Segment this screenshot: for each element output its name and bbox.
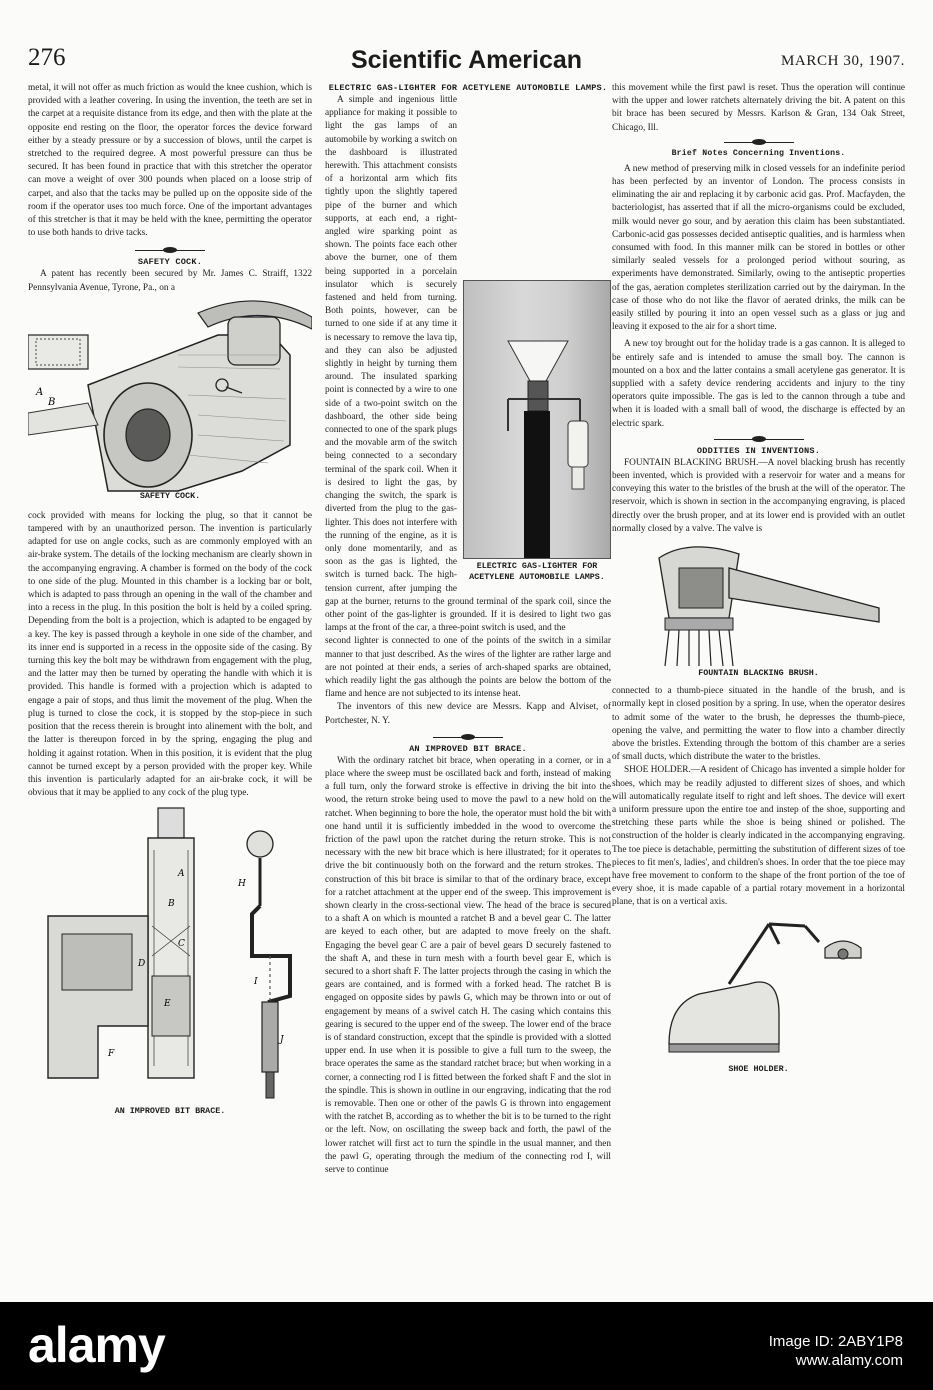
label-c: C [178, 939, 185, 950]
label-d: D [138, 959, 146, 970]
caption-bit-brace: AN IMPROVED BIT BRACE. [114, 1106, 226, 1117]
image-id-text: Image ID: 2ABY1P8 [768, 1333, 903, 1350]
column-1 [28, 82, 312, 1117]
label-b: B [168, 899, 175, 910]
label-j: J [280, 1035, 284, 1046]
safety-cock-engraving [28, 295, 312, 513]
gas-cannon-text: A new toy brought out for the holiday trade is a gas cannon. It is alleged to be entirely safe and is intended to amuse the small boy. The cannon is mounted on a box and the latter contains a small acetylene gas generator. It is supplied with a safety device rendering accidents and injury to the tiny operators quite impossible. The gas is led to the cannon through a tube and when it is loaded with a small ball of wood, the discharge is effected by an electric spark. [612, 339, 905, 429]
gas-lighter-photo [463, 280, 611, 559]
column-2 [325, 82, 611, 1177]
heading-oddities: ODDITIES IN INVENTIONS. [696, 445, 821, 456]
section-divider [724, 138, 794, 146]
gas-lighter-drawing [464, 281, 610, 558]
gas-lighter-text-2: second lighter is connected to one of the points of the switch in a similar manner to that just described. As the wires of the lighter are rather large and are not pointed at their ends, a series of arch-shaped sparks are obtained, which readily light the gas although the points are below the bottom of the flame and hence are not subjected to its intense heat. [325, 636, 611, 700]
bit-brace-continued-text: this movement while the first pawl is reset. Thus the operation will continue with the upper and lower ratchets alternately driving the bit. A patent on this bit brace has been secured by Messrs. Karlson & Gran, 134 Oak Street, Chicago, Ill. [612, 83, 905, 133]
label-e: E [164, 999, 171, 1010]
shoe-holder-body: —A resident of Chicago has invented a simple holder for shoes, which may be readily adjusted to different sizes of shoes, and which will automatically regulate itself to right and left shoes. The device will exert a uniform pressure upon the entire toe and instep of the shoe, supporting and stretching these parts while the shoe is being shined or polished. The construction of the holder is clearly indicated in the accompanying engraving. The toe piece is detachable, permitting the substitution of different sizes of toe pieces to fit men's, ladies', and children's shoes. In order that the toe piece may have free movement to conform to the shape of the front portion of the toe of every shoe, it is made capable of a partial rotary movement in a horizontal plane, that is on a vertical axis. [612, 765, 905, 908]
blacking-brush-engraving [629, 538, 889, 668]
section-divider [714, 435, 804, 443]
issue-date: MARCH 30, 1907. [780, 53, 905, 69]
gas-lighter-text: A simple and ingenious little appliance for making it possible to light the gas lamps of an automobile by working a switch on the dashboard is illustrated herewith. This attachment consists of a horizontal arm which fits tightly upon the slightly tapered pipe of the burner and which supports, at each end, a right-angled wire sparking point as shown. The points face each other above the burner, one of them being supported in a porcelain insulator which is securely fastened and held from turning. Both points, however, can be turned to one side if at any time it is necessary to remove the lava tip, and they can also be adjusted slightly in height by turning them around. The insulated sparking point is connected by a wire to one side of a two-point switch on the dashboard, the other side being connected to one of the spark plugs and the movable arm of the switch being connected to a secondary terminal of the spark coil. When it is desired to light the gas, by changing the switch, the spark is diverted from the plug to the gas-lighter. This does not interfere with the running of the engine, as it is only done momentarily, and as soon as the gas is lighted, the switch is turned back. The high-tension current, after jumping the gap at the burner, returns to the ground terminal of the spark coil, since the other point of the gas-lighter is grounded. If it is desired to light two gas lamps at the front of the car, a three-point switch is used, and the [325, 95, 611, 634]
section-divider [433, 733, 503, 741]
bit-brace-text: With the ordinary ratchet bit brace, when operating in a corner, or in a place where the sweep must be oscillated back and forth, instead of making a full turn, only the forward stroke is effective in driving the bit into the wood, the return stroke being used to move the pawl to a new hold on the ratchet. When beginning to bore the hole, the operator must hold the bit with one hand until it is sufficiently imbedded in the wood to overcome the friction of the pawl upon the ratchet during the return stroke. This is not necessary with the new bit brace which is here illustrated; for it operates to drive the bit continuously both on the forward and the return strokes. The construction of this bit brace is similar to that of the ordinary brace, except for a ratchet attachment at the upper end of the sweep. This improvement is shown clearly in the cross-sectional view. The head of the brace is secured to a shaft A on which is mounted a ratchet B and a bevel gear C. The latter are keyed to each other, but are adapted to move freely on the shaft. Engaging the bevel gear C are a pair of bevel gears D securely fastened to the shaft A, and these in turn mesh with a fourth bevel gear E, which is secured to a short shaft F. The latter projects through the casing in which the gears are contained, and is formed with a forked head. The ratchet B is engaged on opposite sides by pawls G, which may be thrown into or out of engagement by means of a swivel catch H. The casing which contains this gearing is secured to the upper end of the sweep. The lower end of the brace is of standard construction, except that the spindle is provided with a slotted upper end. In use when it is possible to give a full turn to the sweep, the brace operates the same as the standard ratchet brace; but when working in a corner, a connecting rod I is fitted between the forked shaft F and the slot in the spindle. This is shown in outline in our engraving, indicating that the rod is removable. Then one or other of the pawls G is thrown into engagement with the ratchet B, according as to whether the bit is to be turned to the right or the left. Now, on oscillating the sweep back and forth, the pawl of the lower ratchet will first act to turn the spindle in the usual manner, and then the pawl G, operating through the medium of the connecting rod I, will serve to continue [325, 755, 611, 1176]
heading-brief-notes: Brief Notes Concerning Inventions. [671, 148, 846, 158]
label-a: A [178, 869, 185, 880]
caption-safety-cock: SAFETY COCK. [139, 490, 201, 501]
heading-safety-cock: SAFETY COCK. [137, 257, 203, 268]
label-h: H [238, 879, 246, 890]
milk-preservation-text: A new method of preserving milk in closed vessels for an indefinite period has been perfected by an inventor of London. The process consists in eliminating the air and replacing it by carbonic acid gas. Prof. Macfayden, the bacteriologist, has asserted that if all the micro-organisms could be excluded, milk would never go sour, and by aeration this claim has been substantiated. Carbonic-acid gas possesses decided antiseptic qualities, and is harmless when consumed with food. In this manner milk can be stored in bottles or other similarly sealed vessels for a prolonged period without souring, as experiments have demonstrated. Similarly, owing to the antiseptic properties of the gas, aeration completes sterilization carried out by the dairyman. In the case of those who do not like the flavor of aerated drinks, the milk can be easily stilled by pouring it into an open vessel such as a glass or jug and leaving it exposed to the air for a short time. [612, 163, 905, 333]
caption-gas-lighter: ELECTRIC GAS-LIGHTER FOR ACETYLENE AUTOMOBILE LAMPS. [469, 561, 605, 582]
blacking-brush-text-2: connected to a thumb-piece situated in the handle of the brush, and is normally kept in closed position by a spring. In use, when the operator desires to admit some of the water to the brush, he depresses the thumb-piece, opening the valve, and permitting the water to flow into a chamber directly above the bristles. Extending through the bottom of this chamber are a series of small ducts, which distribute the water to the bristles. [612, 686, 905, 763]
site-url: www.alamy.com [795, 1352, 903, 1369]
masthead: Scientific American [350, 46, 583, 74]
watermark-footer [0, 1302, 933, 1390]
heading-gas-lighter: ELECTRIC GAS-LIGHTER FOR ACETYLENE AUTOMOBILE LAMPS. [328, 83, 608, 93]
shoe-holder-engraving [629, 914, 889, 1064]
bit-brace-engraving [28, 806, 312, 1106]
label-b: B [48, 396, 56, 408]
alamy-logo: alamy [28, 1317, 165, 1373]
shoe-holder-lead: SHOE HOLDER. [624, 765, 691, 776]
label-i: I [254, 977, 258, 988]
caption-shoe-holder: SHOE HOLDER. [728, 1063, 789, 1074]
blacking-brush-lead: FOUNTAIN BLACKING BRUSH. [624, 457, 759, 468]
label-f: F [108, 1049, 115, 1060]
blacking-brush-text [612, 457, 905, 536]
blacking-brush-body: —A novel blacking brush has recently been invented, which is provided with a reservoir for water and a means for conveying this water to the bristles of the brush at the will of the operator. The reservoir, which is shown in section in the accompanying engraving, is placed directly over the brush proper, and at its lower end is provided with an outlet normally closed by a valve. The valve is [612, 457, 906, 534]
gas-lighter-figure [463, 280, 611, 583]
caption-blacking-brush: FOUNTAIN BLACKING BRUSH. [698, 668, 819, 679]
shoe-holder-text [612, 764, 905, 909]
image-id [769, 1332, 903, 1370]
carpet-stretcher-text: metal, it will not offer as much friction as would the knee cushion, which is provided with a leather covering. In using the invention, the teeth are set in the carpet at a requisite distance from its edge, and then with the plate at the opposite end resting on the floor, the operator forces the device forward either by a steady pressure or by a succession of blows, until the carpet is stretched to the required degree. A most powerful pressure can thus be secured. It has been found in practice that with this stretcher the operator can move a weight of over 300 pounds when placed on a loose strip of carpet, and also that the tacks may be pulled up on the opposite side of the room if the operator uses too much force. One of the important advantages of this stretcher is that it may be held with the knee, permitting the operator to use both hands to drive tacks. [28, 83, 312, 239]
column-3 [612, 82, 905, 1075]
page-number: 276 [28, 44, 66, 71]
gas-lighter-inventors: The inventors of this new device are Messrs. Kapp and Alviset, of Portchester, N. Y. [325, 702, 611, 726]
section-divider [135, 246, 205, 254]
safety-cock-intro-text: A patent has recently been secured by Mr. James C. Straiff, 1322 Pennsylvania Avenue, Tyrone, Pa., on a [28, 269, 312, 293]
label-a: A [36, 386, 44, 398]
heading-bit-brace: AN IMPROVED BIT BRACE. [409, 743, 527, 754]
safety-cock-text: cock provided with means for locking the plug, so that it cannot be tampered with by an unauthorized person. The invention is particularly adapted for use on angle cocks, such as are commonly employed with an air-brake system. The details of the locking mechanism are clearly shown in the accompanying engraving. A chamber is formed on the body of the cock to one side of the plug. Mounted in this chamber is a locking bar or bolt, which is adapted to pass through an opening in the wall of the chamber and into a recess in the plug. In this position the bolt is held by a coiled spring. Depending from the bolt is a projection, which is adapted to be engaged by a key. The key is passed through a keyhole in one side of the chamber, and its inner end is supported in a recess in the opposite side of the casing. By turning this key the bolt may be withdrawn from engagement with the plug, and the latter may then be turned by operating the handle with which it is provided. This handle is formed with a projection which is adapted to engage a pair of stops, and thus limit the movement of the plug. When the plug is turned to close the cock, it is stopped by the stop-piece in such position that the recess therein is brought into alinement with the bolt, and the latter is thereupon forced in by the spring, engaging the plug and holding it against rotation. When in this position, it is evident that the plug cannot be turned except by a person provided with the proper key. While this invention is particularly adapted for an air-brake cock, it will be obvious that it may be applied to any cock of the plug type. [28, 510, 312, 799]
